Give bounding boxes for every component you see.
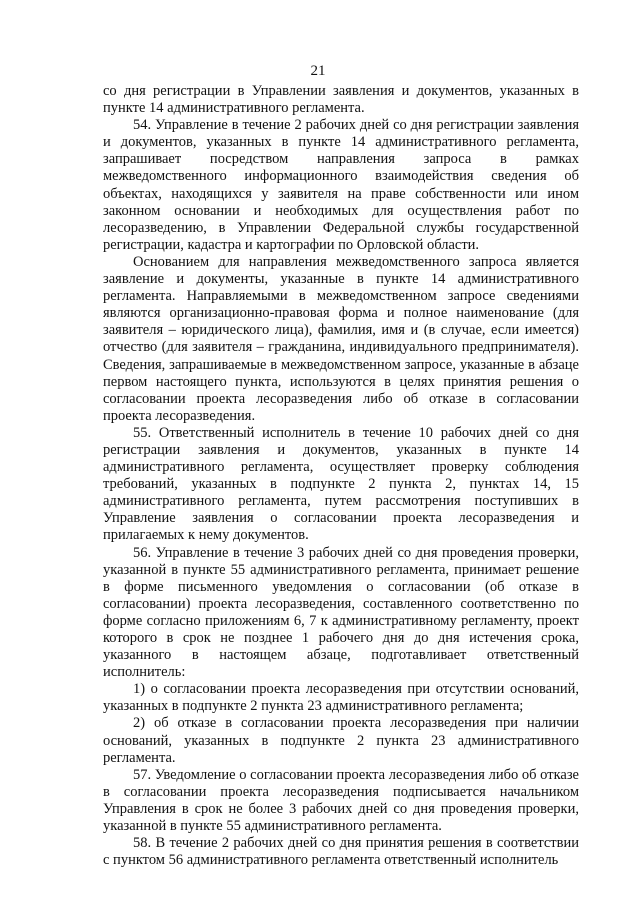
paragraph-57: 57. Уведомление о согласовании проекта лесоразведения либо об отказе в согласовании проекта лесоразведения подписывается начальником Управления в срок не более 3 рабочих дней со дня проведения проверки, указанной в пункте 55 административного регламента. xyxy=(103,766,579,835)
paragraph-56-item-1: 1) о согласовании проекта лесоразведения при отсутствии оснований, указанных в подпункте 2 пункта 23 административного регламента; xyxy=(103,681,579,715)
paragraph-continuation: со дня регистрации в Управлении заявления и документов, указанных в пункте 14 административного регламента. xyxy=(103,83,579,117)
document-body xyxy=(103,83,579,869)
paragraph-56-item-2: 2) об отказе в согласовании проекта лесоразведения при наличии оснований, указанных в подпункте 2 пункта 23 административного регламента. xyxy=(103,715,579,766)
paragraph-56: 56. Управление в течение 3 рабочих дней со дня проведения проверки, указанной в пункте 55 административного регламента, принимает решение в форме письменного уведомления о согласовании (об отказе в согласовании) проекта лесоразведения, составленного соответственно по форме согласно приложениям 6, 7 к административному регламенту, проект которого в срок не позднее 1 рабочего дня до дня истечения срока, указанного в настоящем абзаце, подготавливает ответственный исполнитель: xyxy=(103,544,579,681)
page-number: 21 xyxy=(310,63,326,79)
paragraph-54: 54. Управление в течение 2 рабочих дней со дня регистрации заявления и документов, указанных в пункте 14 административного регламента, запрашивает посредством направления запроса в рамках межведомственного информационного взаимодействия сведения об объектах, находящихся у заявителя на праве собственности или ином законном основании и необходимых для осуществления работ по лесоразведению, в Управлении Федеральной службы государственной регистрации, кадастра и картографии по Орловской области. xyxy=(103,117,579,253)
paragraph-54-basis: Основанием для направления межведомственного запроса является заявление и документы, указанные в пункте 14 административного регламента. Направляемыми в межведомственном запросе сведениями являются организационно-правовая форма и полное наименование (для заявителя – юридического лица), фамилия, имя и (в случае, если имеется) отчество (для заявителя – гражданина, индивидуального предпринимателя). Сведения, запрашиваемые в межведомственном запросе, указанные в абзаце первом настоящего пункта, используются в целях принятия решения о согласовании проекта лесоразведения либо об отказе в согласовании проекта лесоразведения. xyxy=(103,253,579,424)
paragraph-58: 58. В течение 2 рабочих дней со дня принятия решения в соответствии с пунктом 56 административного регламента ответственный исполнитель xyxy=(103,835,579,869)
paragraph-55: 55. Ответственный исполнитель в течение 10 рабочих дней со дня регистрации заявления и документов, указанных в пункте 14 административного регламента, осуществляет проверку соблюдения требований, указанных в подпункте 2 пункта 2, пунктах 14, 15 административного регламента, путем рассмотрения поступивших в Управление заявления о согласовании проекта лесоразведения и прилагаемых к нему документов. xyxy=(103,424,579,544)
